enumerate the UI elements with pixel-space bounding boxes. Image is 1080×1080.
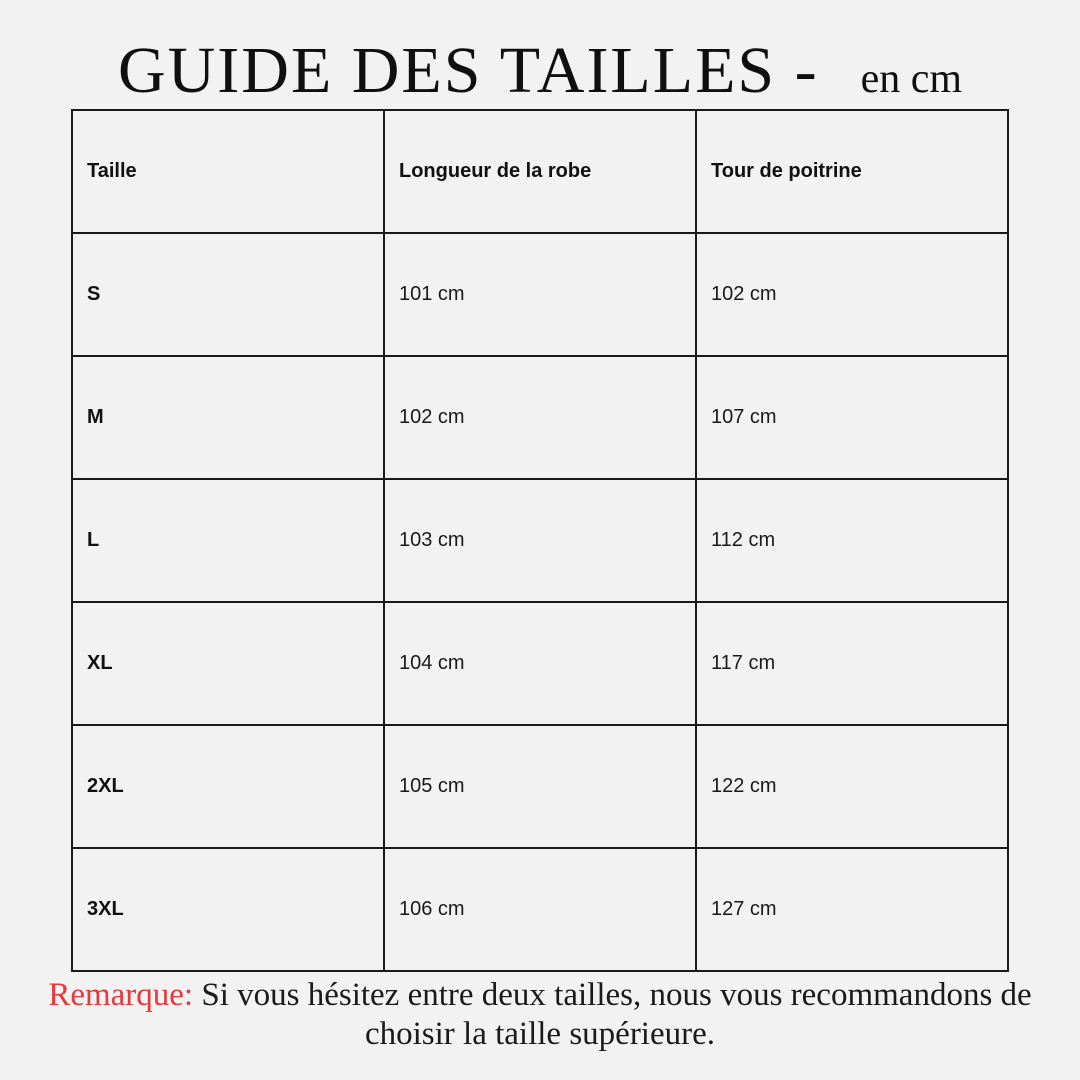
length-cell: 101 cm bbox=[384, 233, 696, 356]
size-cell: L bbox=[72, 479, 384, 602]
chest-cell: 112 cm bbox=[696, 479, 1008, 602]
title-unit: en cm bbox=[860, 56, 963, 102]
header-chest: Tour de poitrine bbox=[696, 110, 1008, 233]
note-text: Si vous hésitez entre deux tailles, nous vous recommandons de choisir la taille supérieure. bbox=[201, 977, 1032, 1052]
note-label: Remarque: bbox=[48, 977, 194, 1013]
length-cell: 102 cm bbox=[384, 356, 696, 479]
header-size: Taille bbox=[72, 110, 384, 233]
size-note bbox=[40, 976, 1040, 1054]
chest-cell: 117 cm bbox=[696, 602, 1008, 725]
header-length: Longueur de la robe bbox=[384, 110, 696, 233]
table-row bbox=[72, 602, 1008, 725]
size-cell: S bbox=[72, 233, 384, 356]
title-main: GUIDE DES TAILLES - bbox=[117, 34, 819, 107]
table-header-row bbox=[72, 110, 1008, 233]
chest-cell: 102 cm bbox=[696, 233, 1008, 356]
chest-cell: 107 cm bbox=[696, 356, 1008, 479]
table-row bbox=[72, 356, 1008, 479]
table-row bbox=[72, 725, 1008, 848]
size-table bbox=[71, 109, 1009, 972]
length-cell: 104 cm bbox=[384, 602, 696, 725]
chest-cell: 127 cm bbox=[696, 848, 1008, 971]
page-title bbox=[0, 34, 1080, 107]
chest-cell: 122 cm bbox=[696, 725, 1008, 848]
size-cell: 3XL bbox=[72, 848, 384, 971]
size-cell: 2XL bbox=[72, 725, 384, 848]
size-cell: M bbox=[72, 356, 384, 479]
table-row bbox=[72, 233, 1008, 356]
table-row bbox=[72, 479, 1008, 602]
length-cell: 106 cm bbox=[384, 848, 696, 971]
length-cell: 105 cm bbox=[384, 725, 696, 848]
size-cell: XL bbox=[72, 602, 384, 725]
table-row bbox=[72, 848, 1008, 971]
length-cell: 103 cm bbox=[384, 479, 696, 602]
